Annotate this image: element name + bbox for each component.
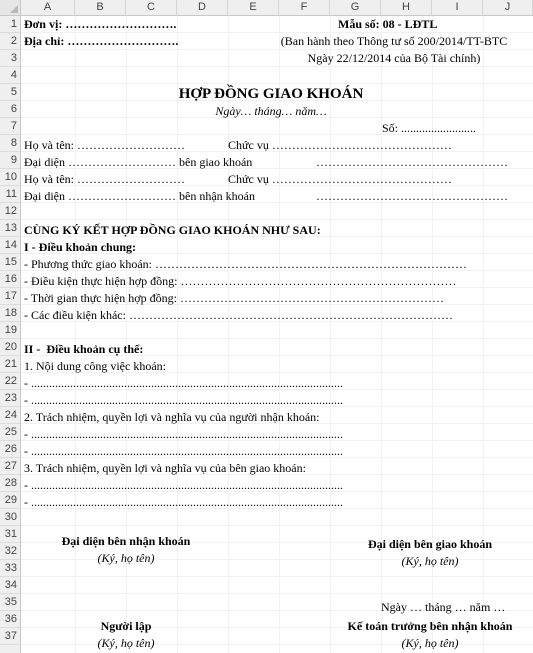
row-header[interactable]: 36 [0, 611, 20, 628]
row-header[interactable]: 7 [0, 118, 20, 135]
row-header[interactable]: 37 [0, 628, 20, 645]
dotted-line[interactable]: - ........................................................................................................ [24, 495, 343, 509]
don-vi-label[interactable]: Đơn vị: ………………………. [24, 17, 177, 31]
dotted-line[interactable]: - ........................................................................................................ [24, 444, 343, 458]
grid-line [21, 576, 533, 577]
row-header[interactable]: 17 [0, 288, 20, 305]
row-header[interactable]: 3 [0, 50, 20, 67]
row-header[interactable]: 8 [0, 135, 20, 152]
sign-note[interactable]: (Ký, họ tên) [97, 636, 155, 650]
row-header[interactable]: 21 [0, 356, 20, 373]
column-header-i[interactable]: I [432, 0, 483, 15]
row-header[interactable]: 1 [0, 16, 20, 33]
column-header-h[interactable]: H [381, 0, 432, 15]
dotted-line[interactable]: - ........................................................................................................ [24, 393, 343, 407]
other-conditions-line[interactable]: - Các điều kiện khác: ……………………………………………………………………… [24, 308, 453, 322]
column-header-a[interactable]: A [21, 0, 75, 15]
row-header[interactable]: 2 [0, 33, 20, 50]
grid-line [21, 593, 533, 594]
time-line[interactable]: - Thời gian thực hiện hợp đồng: ………………………………………………………… [24, 291, 444, 305]
specific-terms-heading[interactable]: II - Điều khoản cụ thể: [24, 342, 144, 356]
grid-line [21, 338, 533, 339]
row-header[interactable]: 11 [0, 186, 20, 203]
column-header-e[interactable]: E [228, 0, 279, 15]
row-header[interactable]: 13 [0, 220, 20, 237]
agreement-heading[interactable]: CÙNG KÝ KẾT HỢP ĐỒNG GIAO KHOÁN NHƯ SAU: [24, 223, 321, 237]
dia-chi-label[interactable]: Địa chỉ: ………………………. [24, 34, 179, 48]
row10-position[interactable]: Chức vụ ……………………………………… [228, 172, 452, 186]
row11-dots[interactable]: ………………………………………… [316, 189, 508, 203]
row-header[interactable]: 12 [0, 203, 20, 220]
dotted-line[interactable]: - ........................................................................................................ [24, 478, 343, 492]
column-header-f[interactable]: F [279, 0, 330, 15]
grid-line [21, 83, 533, 84]
sign-note[interactable]: (Ký, họ tên) [401, 554, 459, 568]
row-header[interactable]: 22 [0, 373, 20, 390]
row-header[interactable]: 24 [0, 407, 20, 424]
sign-note[interactable]: (Ký, họ tên) [97, 551, 155, 565]
work-content-label[interactable]: 1. Nội dung công việc khoán: [24, 359, 166, 373]
column-header-b[interactable]: B [75, 0, 126, 15]
page-title[interactable]: HỢP ĐỒNG GIAO KHOÁN [178, 86, 364, 102]
dotted-line[interactable]: - ........................................................................................................ [24, 376, 343, 390]
sign-note[interactable]: (Ký, họ tên) [401, 636, 459, 650]
column-header-g[interactable]: G [330, 0, 381, 15]
column-header-c[interactable]: C [126, 0, 177, 15]
row-header[interactable]: 10 [0, 169, 20, 186]
row-header[interactable]: 19 [0, 322, 20, 339]
row-header[interactable]: 4 [0, 67, 20, 84]
row-header[interactable]: 33 [0, 560, 20, 577]
general-terms-heading[interactable]: I - Điều khoản chung: [24, 240, 137, 254]
row10-name[interactable]: Họ và tên: ……………………… [24, 172, 185, 186]
row11-nhan-rep[interactable]: Đại diện ……………………… bên nhận khoán [24, 189, 255, 203]
issued-note[interactable]: (Ban hành theo Thông tư số 200/2014/TT-BTC [280, 34, 508, 48]
row8-position[interactable]: Chức vụ ……………………………………… [228, 138, 452, 152]
row-header[interactable]: 25 [0, 424, 20, 441]
select-all-corner[interactable] [0, 0, 21, 15]
contract-date-line[interactable]: Ngày… tháng… năm… [215, 104, 327, 118]
grid-line [21, 525, 533, 526]
row-header[interactable]: 14 [0, 237, 20, 254]
row-header[interactable]: 16 [0, 271, 20, 288]
method-line[interactable]: - Phương thức giao khoán: …………………………………………………………………… [24, 257, 468, 271]
row-header[interactable]: 9 [0, 152, 20, 169]
row-header[interactable]: 27 [0, 458, 20, 475]
column-header-d[interactable]: D [177, 0, 228, 15]
receiver-rep-signature-title[interactable]: Đại diện bên nhận khoán [61, 534, 191, 548]
row-header[interactable]: 29 [0, 492, 20, 509]
dotted-line[interactable]: - ........................................................................................................ [24, 427, 343, 441]
chief-accountant-signature-title[interactable]: Kế toán trưởng bên nhận khoán [347, 619, 513, 633]
row9-giao-rep[interactable]: Đại diện ……………………… bên giao khoán [24, 155, 253, 169]
preparer-signature-title[interactable]: Người lập [100, 619, 152, 633]
row-header[interactable]: 20 [0, 339, 20, 356]
row-header[interactable]: 28 [0, 475, 20, 492]
row-header[interactable]: 30 [0, 509, 20, 526]
row-header[interactable]: 26 [0, 441, 20, 458]
row-header[interactable]: 6 [0, 101, 20, 118]
issued-date-note[interactable]: Ngày 22/12/2014 của Bộ Tài chính) [307, 51, 481, 65]
row-header[interactable]: 18 [0, 305, 20, 322]
row-header[interactable]: 32 [0, 543, 20, 560]
row-header[interactable]: 15 [0, 254, 20, 271]
row9-dots[interactable]: ………………………………………… [316, 155, 508, 169]
row8-name[interactable]: Họ và tên: ……………………… [24, 138, 185, 152]
contract-number[interactable]: Số: ......................... [382, 121, 477, 135]
form-number[interactable]: Mẫu số: 08 - LĐTL [338, 17, 438, 31]
row-header[interactable]: 35 [0, 594, 20, 611]
conditions-line[interactable]: - Điều kiện thực hiện hợp đồng: …………………………………………………………… [24, 274, 457, 288]
row-header[interactable]: 5 [0, 84, 20, 101]
row-header[interactable]: 31 [0, 526, 20, 543]
giver-duties-label[interactable]: 3. Trách nhiệm, quyền lợi và nghĩa vụ của bên giao khoán: [24, 461, 306, 475]
grid-line [21, 219, 533, 220]
row-header[interactable]: 23 [0, 390, 20, 407]
giver-rep-signature-title[interactable]: Đại diện bên giao khoán [367, 537, 493, 551]
row-header[interactable]: 34 [0, 577, 20, 594]
receiver-duties-label[interactable]: 2. Trách nhiệm, quyền lợi và nghĩa vụ của người nhận khoán: [24, 410, 320, 424]
sign-date-line[interactable]: Ngày … tháng … năm … [381, 600, 506, 614]
column-header-j[interactable]: J [483, 0, 533, 15]
